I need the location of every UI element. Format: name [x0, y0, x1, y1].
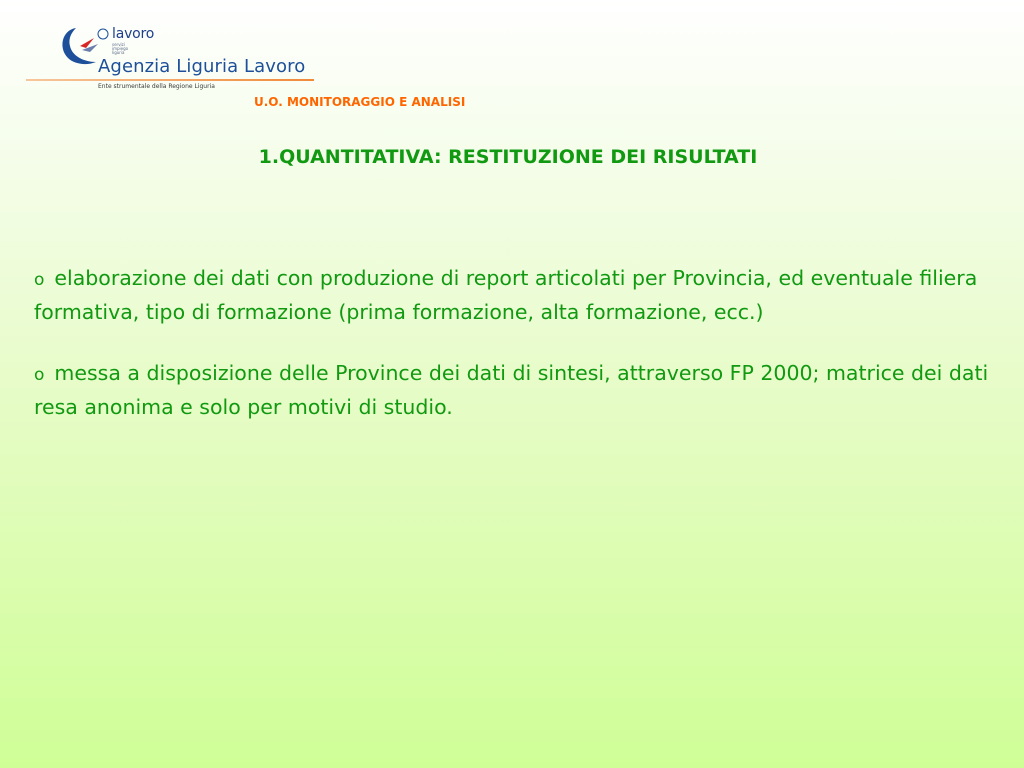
logo-brand-small: servizi impiego liguria — [112, 42, 129, 55]
bullet-circle-icon: o — [34, 270, 45, 290]
logo-brand-word: lavoro — [112, 26, 155, 42]
slide-title: 1.QUANTITATIVA: RESTITUZIONE DEI RISULTATI — [258, 146, 758, 168]
logo-agency-name: Agenzia Liguria Lavoro — [98, 56, 306, 77]
logo-divider-line — [26, 79, 314, 81]
logo-tagline: Ente strumentale della Regione Liguria — [98, 83, 215, 90]
agency-logo — [26, 24, 326, 96]
unit-label: U.O. MONITORAGGIO E ANALISI — [254, 95, 466, 109]
bullet-text: elaborazione dei dati con produzione di report articolati per Provincia, ed eventuale filiera formativa, tipo di formazione (prima formazione, alta formazione, ecc.) — [34, 266, 978, 324]
bullet-item — [34, 357, 1009, 423]
bullet-list — [34, 262, 1009, 452]
bullet-item — [34, 262, 1009, 328]
bullet-text: messa a disposizione delle Province dei dati di sintesi, attraverso FP 2000; matrice dei dati resa anonima e solo per motivi di studio. — [34, 361, 989, 419]
bullet-circle-icon: o — [34, 365, 45, 385]
